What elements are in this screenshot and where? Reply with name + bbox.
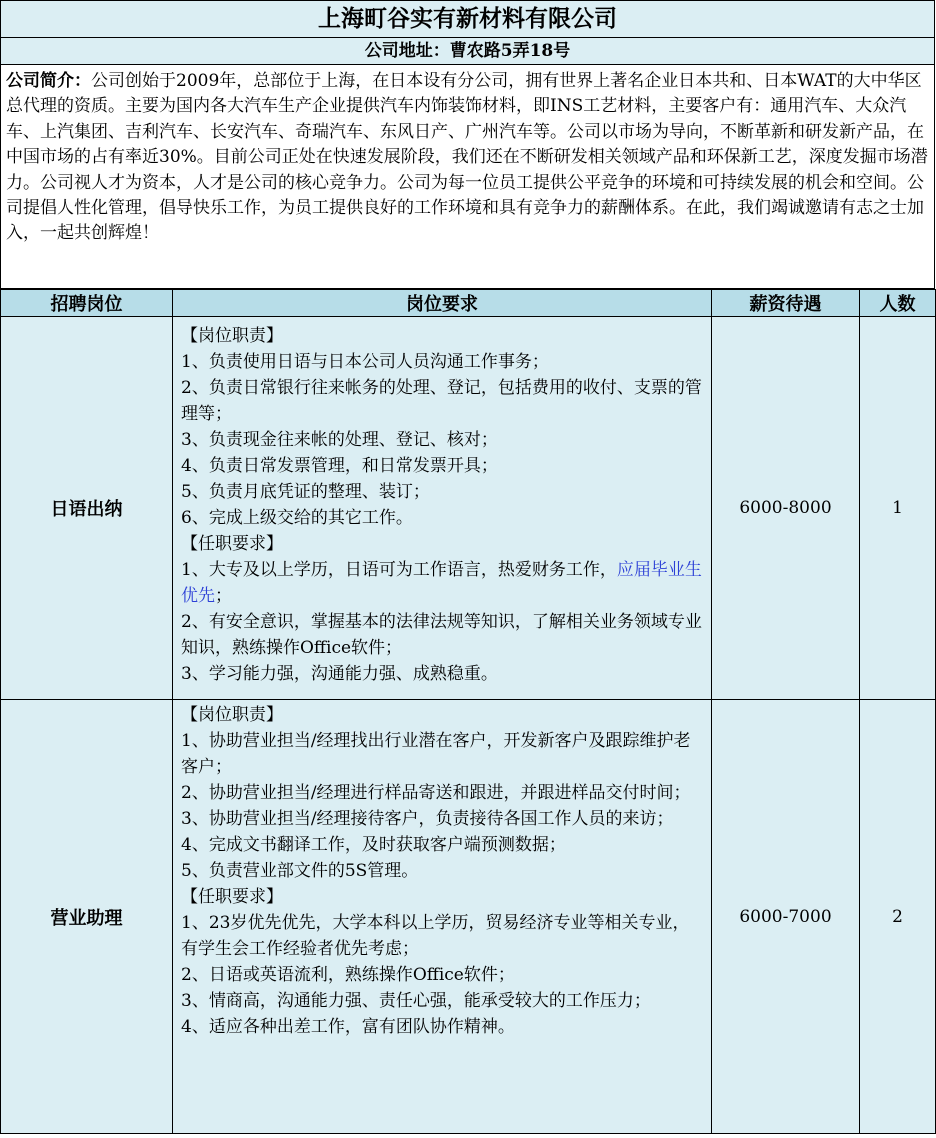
req-line: 6、完成上级交给的其它工作。 (181, 508, 413, 528)
req-line: 1、23岁优先优先，大学本科以上学历，贸易经济专业等相关专业，有学生会工作经验者优先考虑； (181, 913, 690, 959)
req-line: 1、负责使用日语与日本公司人员沟通工作事务； (181, 352, 549, 372)
salary-value: 6000-8000 (712, 317, 860, 700)
req-line: 2、协助营业担当/经理进行样品寄送和跟进，并跟进样品交付时间； (181, 783, 691, 803)
req-line: 1、协助营业担当/经理找出行业潜在客户，开发新客户及跟踪维护老客户； (181, 731, 691, 777)
job-posting-sheet (0, 0, 935, 289)
header-position: 招聘岗位 (1, 290, 173, 317)
req-line: 3、负责现金往来帐的处理、登记、核对； (181, 430, 498, 450)
positions-table (0, 289, 936, 1134)
requirements-cell (173, 700, 712, 1134)
req-line: 4、完成文书翻译工作，及时获取客户端预测数据； (181, 835, 566, 855)
intro-label: 公司简介： (6, 71, 91, 91)
table-row (1, 700, 936, 1134)
req-suffix: ； (215, 586, 232, 606)
salary-value: 6000-7000 (712, 700, 860, 1134)
req-line: 2、有安全意识，掌握基本的法律法规等知识，了解相关业务领域专业知识，熟练操作Office软件； (181, 612, 702, 658)
company-intro (1, 65, 935, 289)
req-line: 【岗位职责】 (181, 705, 283, 725)
req-line (181, 557, 705, 609)
req-line: 3、协助营业担当/经理接待客户，负责接待各国工作人员的来访； (181, 809, 674, 829)
req-line: 4、负责日常发票管理，和日常发票开具； (181, 456, 498, 476)
company-title: 上海町谷实有新材料有限公司 (1, 1, 935, 38)
header-requirements: 岗位要求 (173, 290, 712, 317)
req-line: 【任职要求】 (181, 887, 283, 907)
req-line: 【任职要求】 (181, 534, 283, 554)
req-line: 3、情商高，沟通能力强、责任心强，能承受较大的工作压力； (181, 991, 651, 1011)
req-line: 5、负责月底凭证的整理、装订； (181, 482, 430, 502)
table-header-row (1, 290, 936, 317)
req-text: 1、大专及以上学历，日语可为工作语言，热爱财务工作， (181, 560, 617, 580)
req-line: 4、适应各种出差工作，富有团队协作精神。 (181, 1017, 515, 1037)
count-value: 2 (860, 700, 936, 1134)
position-name: 营业助理 (1, 700, 173, 1134)
req-line: 【岗位职责】 (181, 326, 283, 346)
table-row (1, 317, 936, 700)
requirements-cell (173, 317, 712, 700)
header-salary: 薪资待遇 (712, 290, 860, 317)
company-address: 公司地址：曹农路5弄18号 (1, 38, 935, 65)
highlight-text: 应届毕业生优先 (181, 560, 702, 606)
header-count: 人数 (860, 290, 936, 317)
req-line: 5、负责营业部文件的5S管理。 (181, 861, 419, 881)
count-value: 1 (860, 317, 936, 700)
req-line: 2、日语或英语流利，熟练操作Office软件； (181, 965, 515, 985)
position-name: 日语出纳 (1, 317, 173, 700)
req-line: 2、负责日常银行往来帐务的处理、登记，包括费用的收付、支票的管理等； (181, 378, 702, 424)
intro-text: 公司创始于2009年，总部位于上海，在日本设有分公司，拥有世界上著名企业日本共和、日本WAT的大中华区总代理的资质。主要为国内各大汽车生产企业提供汽车内饰装饰材料，即INS工艺材料，主要客户有：通用汽车、大众汽车、上汽集团、吉利汽车、长安汽车、奇瑞汽车、东风日产、广州汽车等。公司以市场为导向，不断革新和研发新产品，在中国市场的占有率近30%。目前公司正处在快速发展阶段，我们还在不断研发相关领域产品和环保新工艺，深度发掘市场潜力。公司视人才为资本，人才是公司的核心竞争力。公司为每一位员工提供公平竞争的环境和可持续发展的机会和空间。公司提倡人性化管理，倡导快乐工作，为员工提供良好的工作环境和具有竞争力的薪酬体系。在此，我们竭诚邀请有志之士加入，一起共创辉煌！ (6, 71, 928, 244)
req-line: 3、学习能力强，沟通能力强、成熟稳重。 (181, 664, 498, 684)
